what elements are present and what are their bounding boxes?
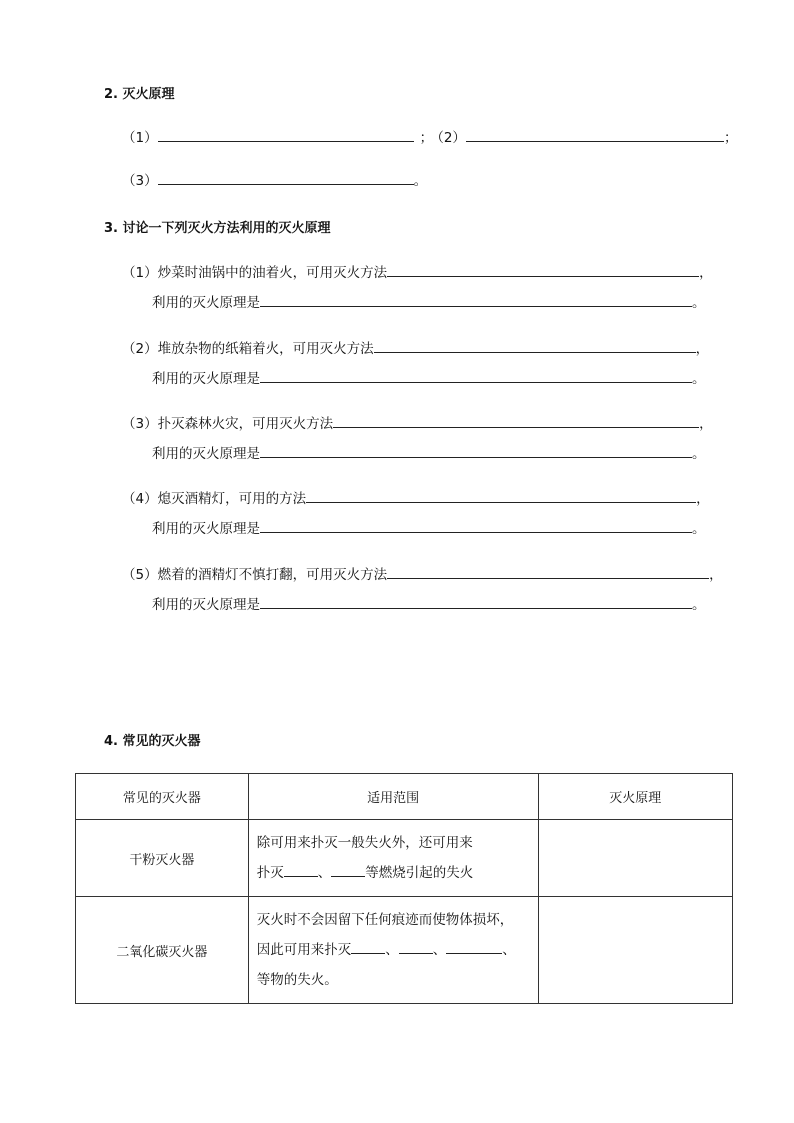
period: 。 [692, 295, 706, 311]
comma: ， [699, 416, 713, 432]
row1-scope [248, 820, 538, 897]
principle-blank[interactable] [260, 443, 692, 458]
section2-line1 [122, 127, 737, 148]
method-question: 堆放杂物的纸箱着火，可用灭火方法 [157, 341, 374, 357]
principle-blank[interactable] [260, 292, 692, 307]
principle-line-1 [152, 292, 706, 313]
header-principle: 灭火原理 [538, 774, 732, 820]
answer-blank-2[interactable] [466, 127, 724, 142]
method-number: （4） [122, 491, 158, 507]
method-number: （1） [122, 265, 158, 281]
header-extinguisher: 常见的灭火器 [76, 774, 249, 820]
row2-sep-3: 、 [502, 942, 516, 958]
principle-label: 利用的灭火原理是 [152, 295, 260, 311]
method-blank[interactable] [387, 564, 709, 579]
method-line-3 [122, 413, 713, 434]
row2-scope-line1: 灭火时不会因留下任何痕迹而使物体损坏， [256, 912, 514, 928]
row1-sep: 、 [317, 865, 332, 881]
row1-blank-2[interactable] [331, 862, 365, 877]
row2-scope-line2 [257, 935, 538, 965]
period: 。 [692, 597, 706, 613]
table-row [76, 897, 733, 1004]
header-scope: 适用范围 [248, 774, 538, 820]
answer-blank-1[interactable] [158, 127, 414, 142]
method-number: （3） [122, 416, 158, 432]
comma: ， [695, 341, 710, 357]
section3-heading: 3. 讨论一下列灭火方法利用的灭火原理 [104, 221, 331, 236]
method-question: 燃着的酒精灯不慎打翻，可用灭火方法 [157, 567, 388, 583]
row1-text-a: 扑灭 [256, 865, 284, 881]
principle-blank[interactable] [260, 594, 692, 609]
principle-blank[interactable] [260, 368, 692, 383]
principle-line-4 [152, 518, 706, 539]
principle-blank[interactable] [260, 518, 692, 533]
table-header-row [76, 774, 733, 820]
row2-blank-3[interactable] [446, 939, 502, 954]
row1-blank-1[interactable] [284, 862, 318, 877]
row2-scope-line3: 等物的失火。 [256, 972, 338, 988]
item1-number: （1） [122, 130, 158, 146]
row2-text-a: 因此可用来扑灭 [256, 942, 352, 958]
row2-blank-1[interactable] [351, 939, 385, 954]
principle-line-3 [152, 443, 706, 464]
period: 。 [413, 173, 428, 189]
method-blank[interactable] [374, 338, 696, 353]
principle-label: 利用的灭火原理是 [152, 521, 260, 537]
method-line-5 [122, 564, 723, 585]
row2-scope [248, 897, 538, 1004]
principle-label: 利用的灭火原理是 [152, 446, 260, 462]
extinguisher-table [75, 773, 733, 1004]
answer-blank-3[interactable] [158, 170, 414, 185]
comma: ， [709, 567, 723, 583]
row2-blank-2[interactable] [399, 939, 433, 954]
row2-sep-1: 、 [385, 942, 399, 958]
method-question: 熄灭酒精灯，可用的方法 [157, 491, 307, 507]
method-blank[interactable] [333, 413, 699, 428]
method-number: （5） [122, 567, 158, 583]
principle-line-5 [152, 594, 706, 615]
period: 。 [692, 371, 706, 387]
semicolon: ； [419, 130, 434, 146]
row1-scope-line1: 除可用来扑灭一般失火外，还可用来 [256, 835, 473, 851]
period: 。 [692, 446, 706, 462]
comma: ， [696, 491, 710, 507]
method-blank[interactable] [387, 262, 699, 277]
section2-heading: 2. 灭火原理 [104, 87, 175, 102]
method-line-2 [122, 338, 709, 359]
row1-text-b: 等燃烧引起的失火 [365, 865, 474, 881]
method-blank[interactable] [306, 488, 696, 503]
section4-heading: 4. 常见的灭火器 [104, 734, 201, 749]
period: 。 [692, 521, 706, 537]
method-line-4 [122, 488, 710, 509]
method-number: （2） [122, 341, 158, 357]
comma: ， [699, 265, 713, 281]
principle-label: 利用的灭火原理是 [152, 597, 260, 613]
principle-line-2 [152, 368, 706, 389]
semicolon-end: ； [723, 130, 738, 146]
item2-number: （2） [437, 130, 466, 146]
principle-label: 利用的灭火原理是 [152, 371, 260, 387]
row1-scope-line2 [257, 858, 538, 888]
method-question: 扑灭森林火灾，可用灭火方法 [157, 416, 334, 432]
row2-sep-2: 、 [432, 942, 447, 958]
item3-number: （3） [122, 173, 158, 189]
method-question: 炒菜时油锅中的油着火，可用灭火方法 [157, 265, 388, 281]
row1-name: 干粉灭火器 [76, 820, 249, 897]
table-row [76, 820, 733, 897]
section2-line2 [122, 170, 427, 191]
row1-principle[interactable] [538, 820, 732, 897]
method-line-1 [122, 262, 713, 283]
row2-name: 二氧化碳灭火器 [76, 897, 249, 1004]
row2-principle[interactable] [538, 897, 732, 1004]
